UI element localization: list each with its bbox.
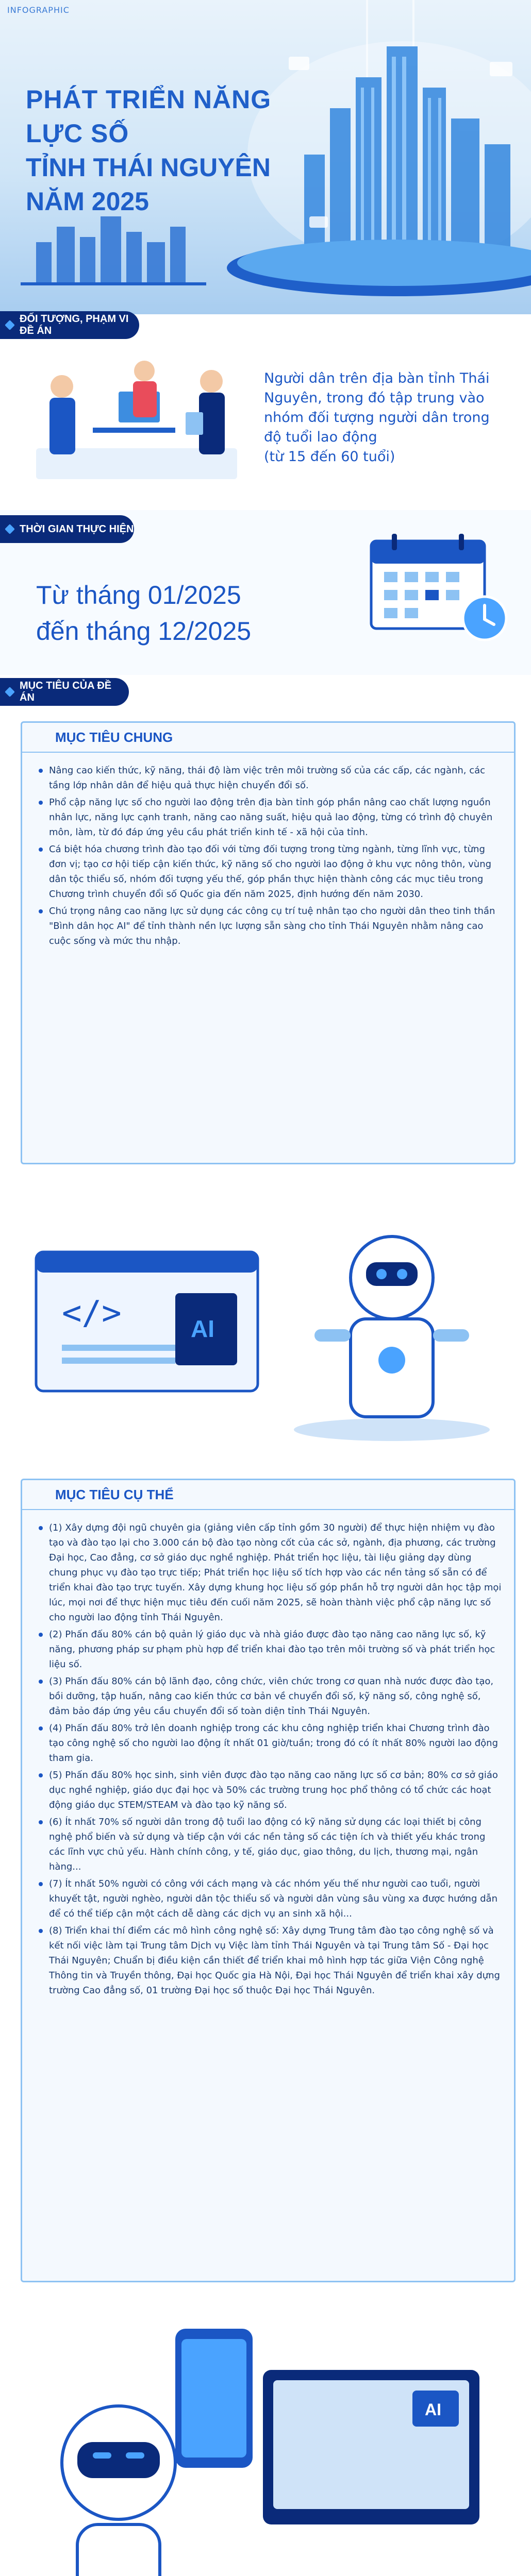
list-item: (3) Phấn đấu 80% cán bộ lãnh đạo, công chức, viên chức trong cơ quan nhà nước được đào tạo, bồi dưỡng, tập huấn, nâng cao kiến thức cơ bản về chuyển đổi số, kỹ năng số, công nghệ số, đảm bảo đáp ứng yêu cầu chuyển đổi số toàn diện tỉnh Thái Nguyên. bbox=[38, 1674, 502, 1719]
specific-goals-title: MỤC TIÊU CỤ THỂ bbox=[22, 1480, 514, 1510]
svg-text:AI: AI bbox=[425, 2400, 441, 2419]
list-item: (8) Triển khai thí điểm các mô hình công nghệ số: Xây dựng Trung tâm đào tạo công nghệ số và kết nối việc làm tại Trung tâm Dịch vụ Việc làm tỉnh Thái Nguyên và tại Trung tâm Số - Đại học Thái Nguyên; Chuẩn bị điều kiện cần thiết để triển khai mô hình hợp tác giữa Viện Công nghệ Thông tin và Truyền thông, Đại học Quốc gia Hà Nội, Đại học Thái Nguyên để triển khai xây dựng trường Cao đẳng số, 01 trường Đại học số thuộc Đại học Thái Nguyên. bbox=[38, 1923, 502, 1998]
general-goals-title: MỤC TIÊU CHUNG bbox=[22, 723, 514, 753]
scope-text-line: (từ 15 đến 60 tuổi) bbox=[264, 449, 395, 465]
title-line-3: NĂM 2025 bbox=[26, 187, 149, 216]
svg-text:</>: </> bbox=[62, 1294, 122, 1332]
section-header-goals: MỤC TIÊU CỦA ĐỀ ÁN bbox=[0, 678, 129, 706]
page-title bbox=[26, 82, 314, 218]
list-item: (7) Ít nhất 50% người có công với cách mạng và các nhóm yếu thế như người cao tuổi, người khuyết tật, người nghèo, người dân tộc thiểu số và người dân vùng sâu vùng xa được hướng dẫn để có thể tiếp cận một cách dễ dàng các dịch vụ an sinh xã hội... bbox=[38, 1876, 502, 1921]
scope-text-line: độ tuổi lao động bbox=[264, 429, 377, 445]
svg-text:AI: AI bbox=[191, 1315, 214, 1342]
list-item: Chú trọng nâng cao năng lực sử dụng các công cụ trí tuệ nhân tạo cho người dân theo tinh thần "Bình dân học AI" để tỉnh thành nền lực lượng sẵn sàng cho tỉnh Thái Nguyên nhằm nâng cao cuộc sống và mức thu nhập. bbox=[38, 904, 502, 948]
section-header-timeline: THỜI GIAN THỰC HIỆN bbox=[0, 515, 134, 543]
section-goals bbox=[0, 675, 531, 2303]
scope-text-line: Người dân trên địa bàn tỉnh Thái bbox=[264, 370, 490, 386]
list-item: (6) Ít nhất 70% số người dân trong độ tuổi lao động có kỹ năng sử dụng các loại thiết bị công nghệ phổ biến và sử dụng và tiếp cận với các nền tảng số các tiện ích và thiết yếu khác trong các lĩnh vực chủ yếu. Hành chính công, y tế, giáo dục, giao thông, du lịch, thương mại, ngân hàng... bbox=[38, 1815, 502, 1874]
list-item: Cá biệt hóa chương trình đào tạo đối với từng đối tượng trong từng ngành, từng lĩnh vực, từng đơn vị; tạo cơ hội tiếp cận kiến thức, kỹ năng số cho người lao động ở khu vực nông thôn, vùng dân tộc thiểu số, nhóm đối tượng yếu thế, góp phần thực hiện thành công các mục tiêu trong Chương trình chuyển đổi số Quốc gia đến năm 2025, định hướng đến năm 2030. bbox=[38, 842, 502, 902]
infographic-tag: INFOGRAPHIC bbox=[7, 5, 70, 15]
title-line-1: PHÁT TRIỂN NĂNG LỰC SỐ bbox=[26, 85, 272, 148]
specific-goals-list bbox=[38, 1520, 502, 2000]
general-goals-list bbox=[38, 763, 502, 951]
hero-banner bbox=[0, 0, 531, 314]
list-item: Phổ cập năng lực số cho người lao động trên địa bàn tỉnh góp phần nâng cao chất lượng nguồn nhân lực, năng lực cạnh tranh, năng cao năng suất, hiệu quả lao động, từng có trình độ chuyên môn, làm, từ đó đáp ứng yêu cầu phát triển kinh tế - xã hội của tỉnh. bbox=[38, 795, 502, 840]
list-item: Nâng cao kiến thức, kỹ năng, thái độ làm việc trên môi trường số của các cấp, các ngành, các tầng lớp nhân dân để hiệu quả thực hiện chuyển đổi số. bbox=[38, 763, 502, 793]
timeline-text bbox=[36, 577, 251, 649]
general-goals-panel bbox=[21, 721, 516, 1164]
title-line-2: TỈNH THÁI NGUYÊN bbox=[26, 153, 271, 182]
list-item: (1) Xây dựng đội ngũ chuyên gia (giảng viên cấp tỉnh gồm 30 người) để thực hiện nhiệm vụ đào tạo và đào tạo lại cho 3.000 cán bộ đào tạo nòng cốt của các sở, ngành, địa phương, các trường Đại học, Cao đẳng, cơ sở giáo dục nghề nghiệp. Phát triển học liệu, tài liệu giảng dạy dùng chung phục vụ đào tạo trực tiếp; Phát triển học liệu số tích hợp vào các nền tảng số sẵn có để triển khai đào tạo trực tuyến. Xây dựng khung học liệu số góp phần hỗ trợ người dân học tập mọi lúc, mọi nơi để thực hiện mục tiêu đến cuối năm 2025, sẽ hoàn thành việc phổ cập năng lực số cho người lao động tỉnh Thái Nguyên. bbox=[38, 1520, 502, 1625]
specific-goals-panel bbox=[21, 1479, 516, 2282]
list-item: (4) Phấn đấu 80% trở lên doanh nghiệp trong các khu công nghiệp triển khai Chương trình đào tạo công nghệ số cho người lao động ít nhất 01 giờ/tuần; trong đó có ít nhất 80% người lao động tham gia. bbox=[38, 1721, 502, 1766]
robot-devices-illustration bbox=[21, 2308, 510, 2576]
people-illustration bbox=[15, 335, 247, 500]
devices-section bbox=[0, 2303, 531, 2576]
scope-text-line: Nguyên, trong đó tập trung vào bbox=[264, 390, 485, 406]
list-item: (5) Phấn đấu 80% học sinh, sinh viên được đào tạo năng cao năng lực số cơ bản; 80% cơ sở giáo dục nghề nghiệp, giáo dục đại học và 50% các trường trung học phổ thông có tổ chức các hoạt động giáo dục STEM/STEAM và đào tạo kỹ năng số. bbox=[38, 1768, 502, 1812]
timeline-end: đến tháng 12/2025 bbox=[36, 617, 252, 646]
scope-description bbox=[264, 369, 511, 467]
list-item: (2) Phấn đấu 80% cán bộ quản lý giáo dục và nhà giáo được đào tạo năng cao năng lực số, kỹ năng, phương pháp sư phạm phù hợp để triển khai đào tạo trên môi trường số và phát triển học liệu số. bbox=[38, 1627, 502, 1672]
calendar-icon bbox=[356, 520, 516, 644]
timeline-start: Từ tháng 01/2025 bbox=[36, 581, 241, 609]
ai-robot-illustration bbox=[31, 1190, 500, 1448]
scope-text-line: nhóm đối tượng người dân trong bbox=[264, 410, 490, 426]
section-header-scope: ĐỐI TƯỢNG, PHẠM VI ĐỀ ÁN bbox=[0, 311, 139, 339]
